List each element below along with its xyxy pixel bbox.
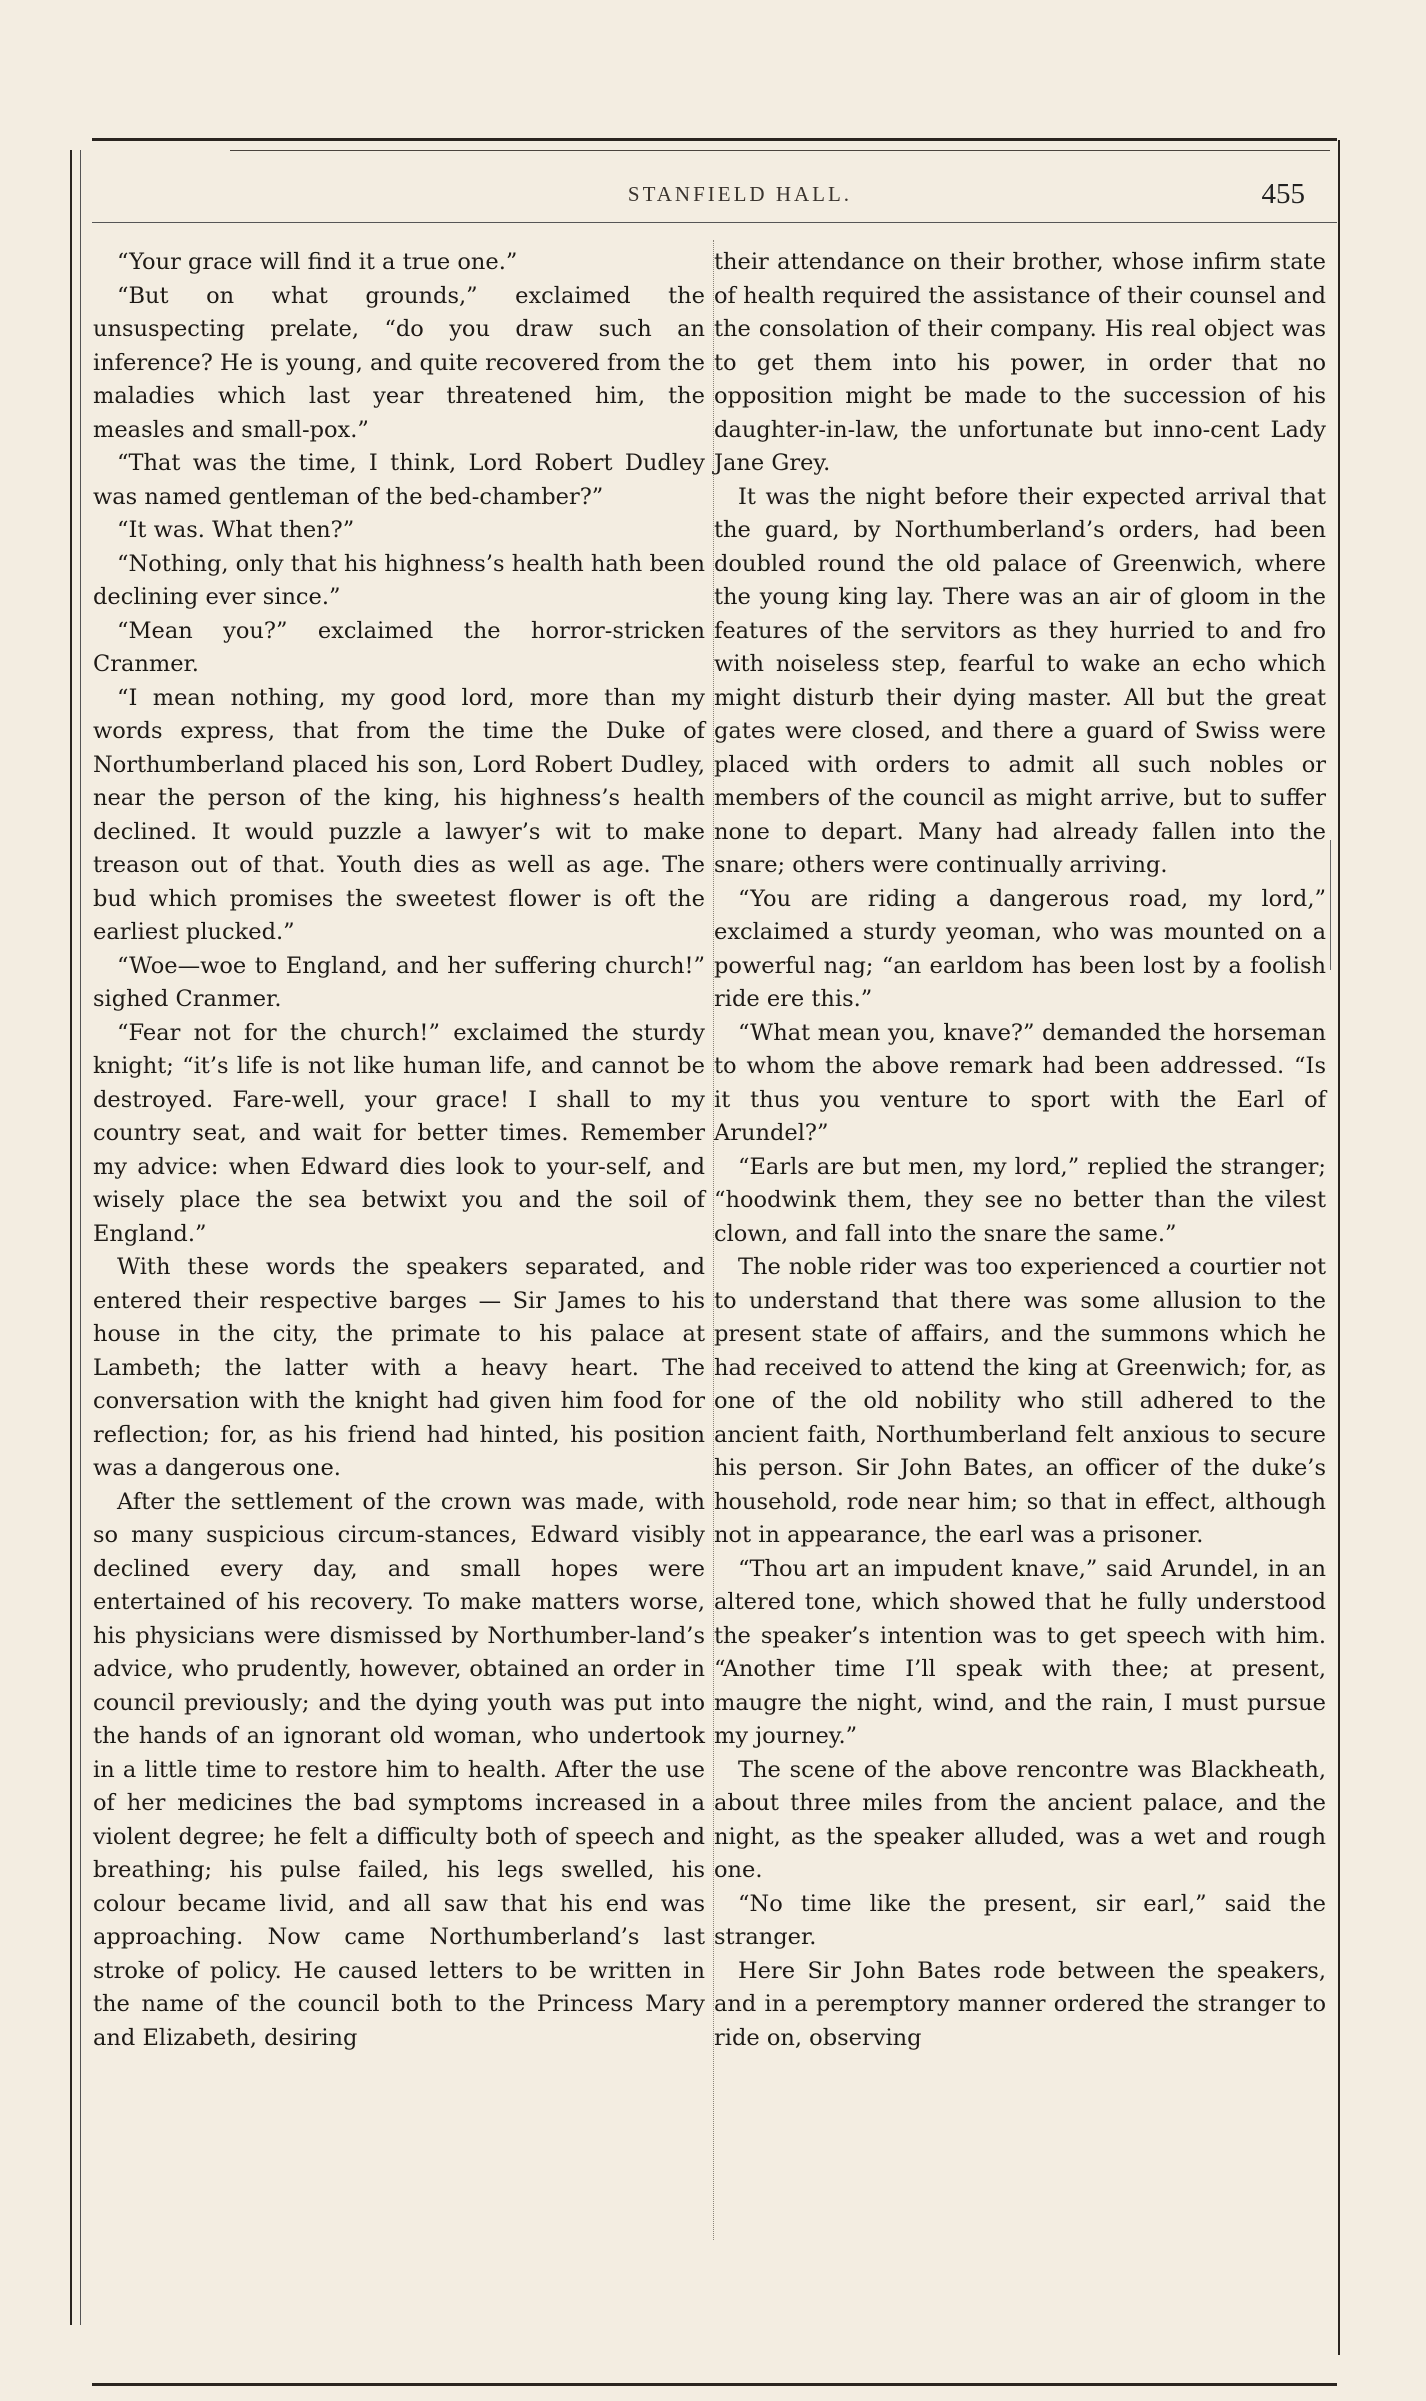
paragraph: After the settlement of the crown was made, with so many suspicious circum-stances, Edward visibly declined every day, and small hopes were entertained of his recovery. To make matters worse, his physicians were dismissed by Northumber-land’s advice, who prudently, however, obtained an order in council previously; and the dying youth was put into the hands of an ignorant old woman, who undertook in a little time to restore him to health. After the use of her medicines the bad symptoms increased in a violent degree; he felt a difficulty both of speech and breathing; his pulse failed, his legs swelled, his colour became livid, and all saw that his end was approaching. Now came Northumberland’s last stroke of policy. He caused letters to be written in the name of the council both to the Princess Mary and Elizabeth, desiring (93, 1488, 705, 2051)
paragraph: “What mean you, knave?” demanded the horseman to whom the above remark had been addressed. “Is it thus you venture to sport with the Earl of Arundel?” (714, 1019, 1326, 1146)
paragraph: “But on what grounds,” exclaimed the unsuspecting prelate, “do you draw such an inference? He is young, and quite recovered from the maladies which last year threatened him, the measles and small-pox.” (93, 282, 705, 443)
paragraph: “Mean you?” exclaimed the horror-stricken Cranmer. (93, 617, 705, 677)
paragraph: It was the night before their expected arrival that the guard, by Northumberland’s orders, had been doubled round the old palace of Greenwich, where the young king lay. There was an air of gloom in the features of the servitors as they hurried to and fro with noiseless step, fearful to wake an echo which might disturb their dying master. All but the great gates were closed, and there a guard of Swiss were placed with orders to admit all such nobles or members of the council as might arrive, but to suffer none to depart. Many had already fallen into the snare; others were continually arriving. (714, 483, 1326, 878)
paragraph: “You are riding a dangerous road, my lord,” exclaimed a sturdy yeoman, who was mounted on a powerful nag; “an earldom has been lost by a foolish ride ere this.” (714, 885, 1326, 1012)
paragraph: “It was. What then?” (117, 517, 355, 543)
paragraph: “Fear not for the church!” exclaimed the sturdy knight; “it’s life is not like human life, and cannot be destroyed. Fare-well, your grace! I shall to my country seat, and wait for better times. Remember my advice: when Edward dies look to your-self, and wisely place the sea betwixt you and the soil of England.” (93, 1019, 705, 1247)
paragraph: The scene of the above rencontre was Blackheath, about three miles from the ancient palace, and the night, as the speaker alluded, was a wet and rough one. (714, 1756, 1326, 1883)
paragraph: “Your grace will find it a true one.” (117, 249, 518, 275)
left-margin-rule-inner (80, 150, 81, 2325)
paragraph: “That was the time, I think, Lord Robert Dudley was named gentleman of the bed-chamber?” (93, 450, 705, 510)
paragraph: “Thou art an impudent knave,” said Arundel, in an altered tone, which showed that he fully understood the speaker’s intention was to get speech with him. “Another time I’ll speak with thee; at present, maugre the night, wind, and the rain, I must pursue my journey.” (714, 1555, 1326, 1749)
paragraph: The noble rider was too experienced a courtier not to understand that there was some allusion to the present state of affairs, and the summons which he had received to attend the king at Greenwich; for, as one of the old nobility who still adhered to the ancient faith, Northumberland felt anxious to secure his person. Sir John Bates, an officer of the duke’s household, rode near him; so that in effect, although not in appearance, the earl was a prisoner. (714, 1254, 1326, 1548)
paragraph: With these words the speakers separated, and entered their respective barges — Sir James to his house in the city, the primate to his palace at Lambeth; the latter with a heavy heart. The conversation with the knight had given him food for reflection; for, as his friend had hinted, his position was a dangerous one. (93, 1254, 705, 1481)
paragraph: “Earls are but men, my lord,” replied the stranger; “hoodwink them, they see no better than the vilest clown, and fall into the snare the same.” (714, 1153, 1326, 1247)
right-margin-rule (1338, 140, 1340, 2355)
paragraph: “I mean nothing, my good lord, more than my words express, that from the time the Duke of Northumberland placed his son, Lord Robert Dudley, near the person of the king, his highness’s health declined. It would puzzle a lawyer’s wit to make treason out of that. Youth dies as well as age. The bud which promises the sweetest flower is oft the earliest plucked.” (93, 684, 705, 945)
right-margin-mark (1330, 840, 1331, 970)
page-number: 455 (1261, 178, 1305, 210)
paragraph: “Woe—woe to England, and her suffering church!” sighed Cranmer. (93, 952, 705, 1012)
top-rule-thin (230, 150, 1330, 151)
left-margin-rule (70, 150, 72, 2325)
paragraph: Here Sir John Bates rode between the speakers, and in a peremptory manner ordered the stranger to ride on, observing (714, 1957, 1326, 2051)
paragraph: their attendance on their brother, whose infirm state of health required the assistance of their counsel and the consolation of their company. His real object was to get them into his power, in order that no opposition might be made to the succession of his daughter-in-law, the unfortunate but inno-cent Lady Jane Grey. (714, 249, 1326, 476)
running-title: STANFIELD HALL. (627, 182, 853, 206)
left-column (93, 246, 705, 2055)
paragraph: “No time like the present, sir earl,” said the stranger. (714, 1890, 1326, 1950)
header-rule (92, 222, 1337, 223)
right-column (714, 246, 1326, 2055)
top-rule (92, 138, 1337, 141)
paragraph: “Nothing, only that his highness’s health hath been declining ever since.” (93, 550, 705, 610)
bottom-rule (92, 2383, 1337, 2386)
